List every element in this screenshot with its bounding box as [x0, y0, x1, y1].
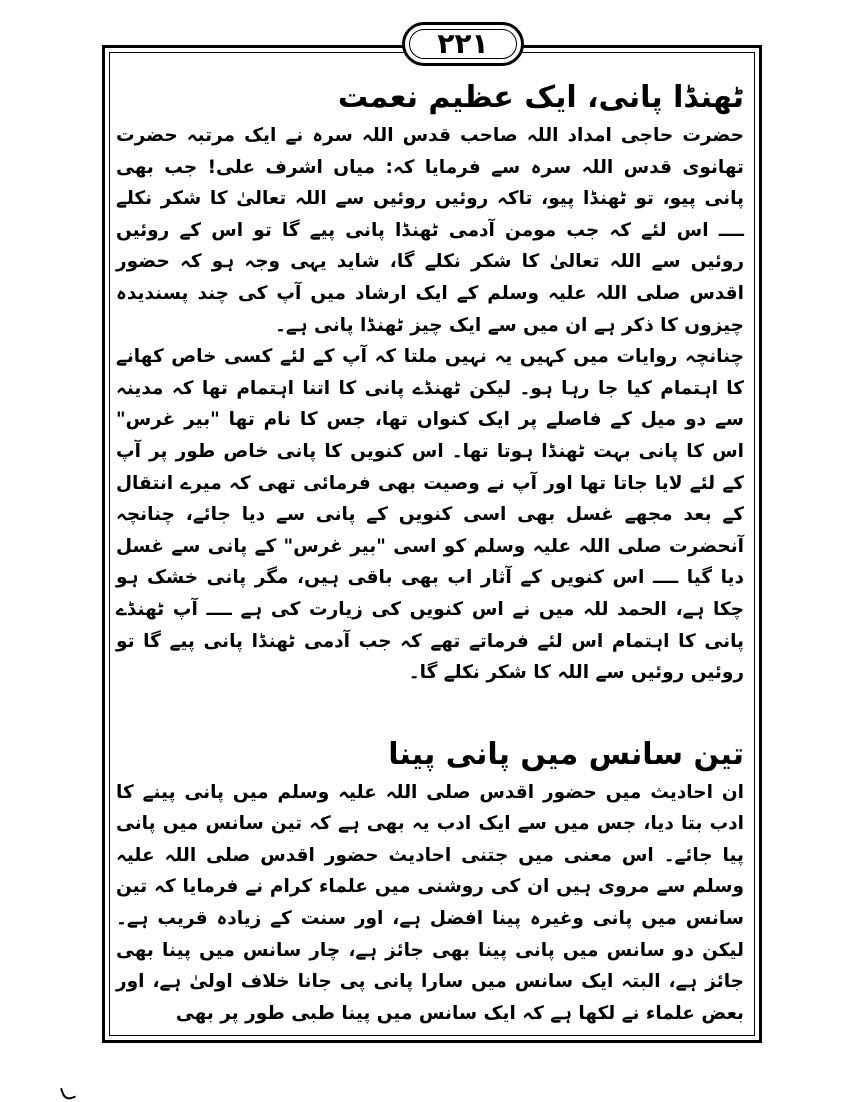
page-number-badge [402, 22, 524, 66]
page-number: ٢٢١ [437, 27, 489, 60]
section-heading-three-breaths: تین سانس میں پانی پینا [388, 736, 744, 772]
paragraph-three-breaths-1: ان احادیث میں حضور اقدس صلی اللہ علیہ وسلم میں پانی پینے کا ادب بتا دیا، جس میں سے ایک ادب یہ بھی ہے کہ تین سانس میں پانی پیا جائے۔ اس معنی میں جتنی احادیث حضور اقدس صلی اللہ علیہ وسلم سے مروی ہیں ان کی روشنی میں علماء کرام نے فرمایا کہ تین سانس میں پانی وغیرہ پینا افضل ہے، اور سنت کے زیادہ قریب ہے۔ لیکن دو سانس میں پانی پینا بھی جائز ہے، چار سانس میں پینا بھی جائز ہے، البتہ ایک سانس میں سارا پانی پی جانا خلاف اولیٰ ہے، اور بعض علماء نے لکھا ہے کہ ایک سانس میں پینا طبی طور پر بھی [116, 781, 744, 1024]
paragraph-cold-water-2: چنانچہ روایات میں کہیں یہ نہیں ملتا کہ آپ کے لئے کسی خاص کھانے کا اہتمام کیا جا رہا ہو۔ لیکن ٹھنڈے پانی کا اتنا اہتمام تھا کہ مدینہ سے دو میل کے فاصلے پر ایک کنواں تھا، جس کا نام تھا "بیر غرس" اس کا پانی بہت ٹھنڈا ہوتا تھا۔ اس کنویں کا پانی خاص طور پر آپ کے لئے لایا جاتا تھا اور آپ نے وصیت بھی فرمائی تھی کہ میرے انتقال کے بعد مجھے غسل بھی اسی کنویں کے پانی سے دیا جائے، چنانچہ آنحضرت صلی اللہ علیہ وسلم کو اسی "بیر غرس" کے پانی سے غسل دیا گیا ــــ اس کنویں کے آثار اب بھی باقی ہیں، مگر پانی خشک ہو چکا ہے، الحمد للہ میں نے اس کنویں کی زیارت کی ہے ــــ آپ ٹھنڈے پانی کا اہتمام اس لئے فرماتے تھے کہ جب آدمی ٹھنڈا پانی پیے گا تو روئیں روئیں سے اللہ کا شکر نکلے گا۔ [116, 346, 744, 684]
page-content [116, 70, 744, 1029]
section-heading-cold-water: ٹھنڈا پانی، ایک عظیم نعمت [337, 80, 744, 115]
section-spacer [116, 689, 744, 727]
paragraph-cold-water-1: حضرت حاجی امداد اللہ صاحب قدس اللہ سرہ نے ایک مرتبہ حضرت تھانوی قدس اللہ سرہ سے فرمایا کہ: میاں اشرف علی! جب بھی پانی پیو، تو ٹھنڈا پیو، تاکہ روئیں روئیں سے اللہ تعالیٰ کا شکر نکلے ــــ اس لئے کہ جب مومن آدمی ٹھنڈا پانی پیے گا تو اس کے روئیں روئیں سے اللہ تعالیٰ کا شکر نکلے گا، شاید یہی وجہ ہو کہ حضور اقدس صلی اللہ علیہ وسلم کے ایک ارشاد میں آپ کی چند پسندیدہ چیزوں کا ذکر ہے ان میں سے ایک چیز ٹھنڈا پانی ہے۔ [116, 125, 744, 336]
scan-mark [60, 1084, 76, 1101]
